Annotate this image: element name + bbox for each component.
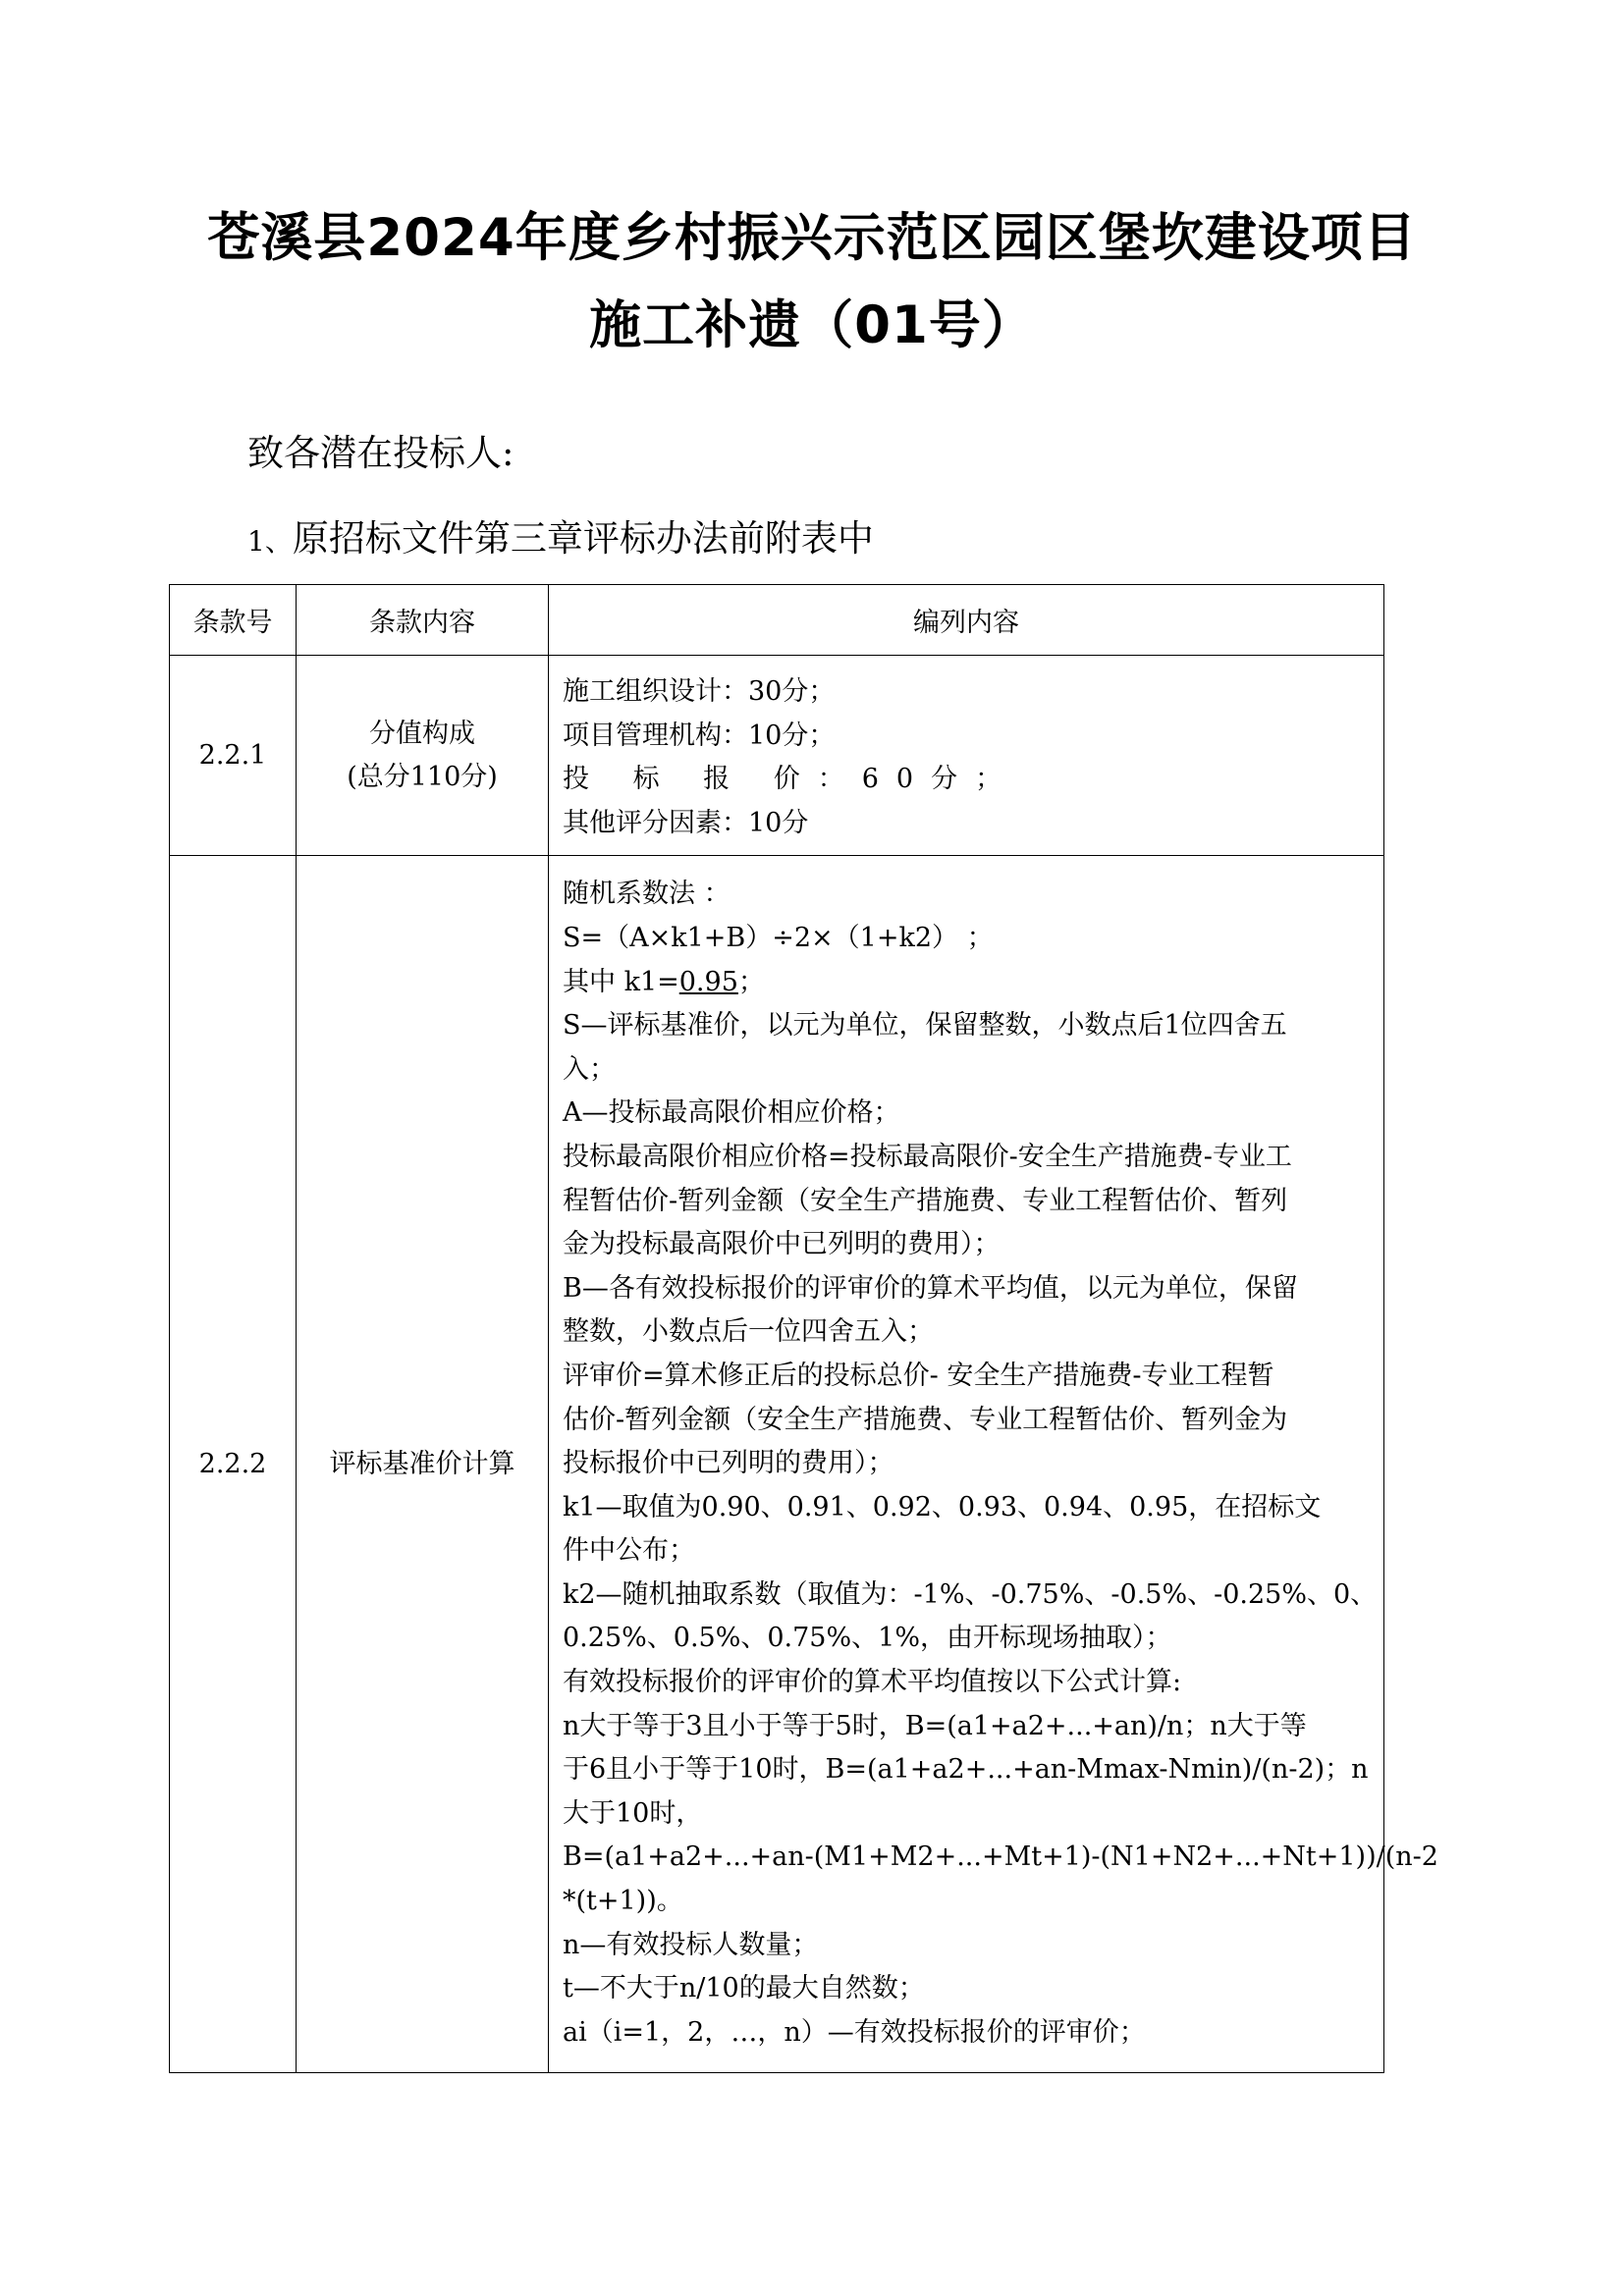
content-line: 随机系数法 ： (563, 879, 731, 910)
document-title-line2: 施工补遗（01号） (589, 295, 1035, 355)
clause-number-cell: 2.2.2 (170, 856, 297, 2073)
clause-content-cell (549, 656, 1384, 856)
content-line: 于6且小于等于10时，B=(a1+a2+...+an-Mmax-Nmin)/(n-2)；n (563, 1754, 1369, 1786)
content-line: 估价-暂列金额（安全生产措施费、专业工程暂估价、暂列金为 (563, 1404, 1288, 1435)
content-line: n—有效投标人数量； (563, 1929, 819, 1960)
clause-item-line: (总分110分) (347, 761, 498, 792)
content-line: t—不大于n/10的最大自然数； (563, 1973, 925, 2004)
content-line: k2—随机抽取系数（取值为：-1%、-0.75%、-0.5%、-0.25%、0、 (563, 1578, 1378, 1610)
content-line: 整数，小数点后一位四舍五入； (563, 1316, 934, 1348)
clause-item-cell (297, 656, 549, 856)
evaluation-table (169, 584, 1438, 2073)
table-header-row (170, 585, 1384, 656)
header-clause-no: 条款号 (170, 585, 297, 656)
header-listed-content: 编列内容 (549, 585, 1384, 656)
content-line: B—各有效投标报价的评审价的算术平均值，以元为单位，保留 (563, 1272, 1298, 1304)
k1-value: 0.95 (678, 966, 738, 997)
content-line: 投标报价中已列明的费用）； (563, 1448, 894, 1479)
content-line: B=(a1+a2+...+an-(M1+M2+...+Mt+1)-(N1+N2+...+Nt+1))/(n-2 (563, 1842, 1438, 1873)
section-heading (247, 517, 874, 563)
content-line: ai（i=1，2，…，n）—有效投标报价的评审价； (563, 2016, 1146, 2048)
content-line: 评审价=算术修正后的投标总价- 安全生产措施费-专业工程暂 (563, 1360, 1274, 1391)
content-line: *(t+1))。 (563, 1886, 683, 1917)
section-number: 1、 (247, 525, 293, 558)
table-row (170, 656, 1384, 856)
k1-suffix: ； (737, 966, 765, 997)
content-line: 投 标 报 价：60分； (563, 764, 1020, 795)
clause-number-cell: 2.2.1 (170, 656, 297, 856)
header-clause-content: 条款内容 (297, 585, 549, 656)
table-row (170, 856, 1384, 2073)
content-line: 程暂估价-暂列金额（安全生产措施费、专业工程暂估价、暂列 (563, 1185, 1288, 1216)
section-text: 原招标文件第三章评标办法前附表中 (292, 517, 874, 560)
content-line: n大于等于3且小于等于5时，B=(a1+a2+...+an)/n；n大于等 (563, 1710, 1307, 1741)
content-line: k1—取值为0.90、0.91、0.92、0.93、0.94、0.95，在招标文 (563, 1491, 1322, 1522)
content-line: A—投标最高限价相应价格； (563, 1097, 900, 1129)
clause-item-line: 分值构成 (369, 718, 475, 749)
clause-item-cell: 评标基准价计算 (297, 856, 549, 2073)
content-line: 其他评分因素：10分 (563, 807, 809, 838)
content-line: S—评标基准价，以元为单位，保留整数，小数点后1位四舍五 (563, 1010, 1287, 1041)
content-line: 项目管理机构：10分； (563, 720, 836, 751)
content-line: 投标最高限价相应价格=投标最高限价-安全生产措施费-专业工 (563, 1141, 1292, 1172)
content-line: 金为投标最高限价中已列明的费用）； (563, 1229, 1001, 1260)
content-lines-b (563, 1004, 1438, 2055)
clause-content-cell (549, 856, 1438, 2073)
content-line-k1 (563, 961, 1372, 1005)
document-title-line1: 苍溪县2024年度乡村振兴示范区园区堡坎建设项目 (207, 208, 1417, 268)
content-line: 件中公布； (563, 1535, 695, 1567)
content-line: 0.25%、0.5%、0.75%、1%，由开标现场抽取）； (563, 1623, 1172, 1654)
content-line: 大于10时， (563, 1797, 703, 1829)
k1-prefix: 其中 k1= (563, 966, 679, 997)
content-line: S=（A×k1+B）÷2×（1+k2） ； (563, 922, 994, 953)
content-line: 入； (563, 1053, 616, 1085)
greeting: 致各潜在投标人: (247, 432, 514, 474)
content-line: 有效投标报价的评审价的算术平均值按以下公式计算: (563, 1667, 1182, 1698)
content-line: 施工组织设计：30分； (563, 676, 836, 707)
